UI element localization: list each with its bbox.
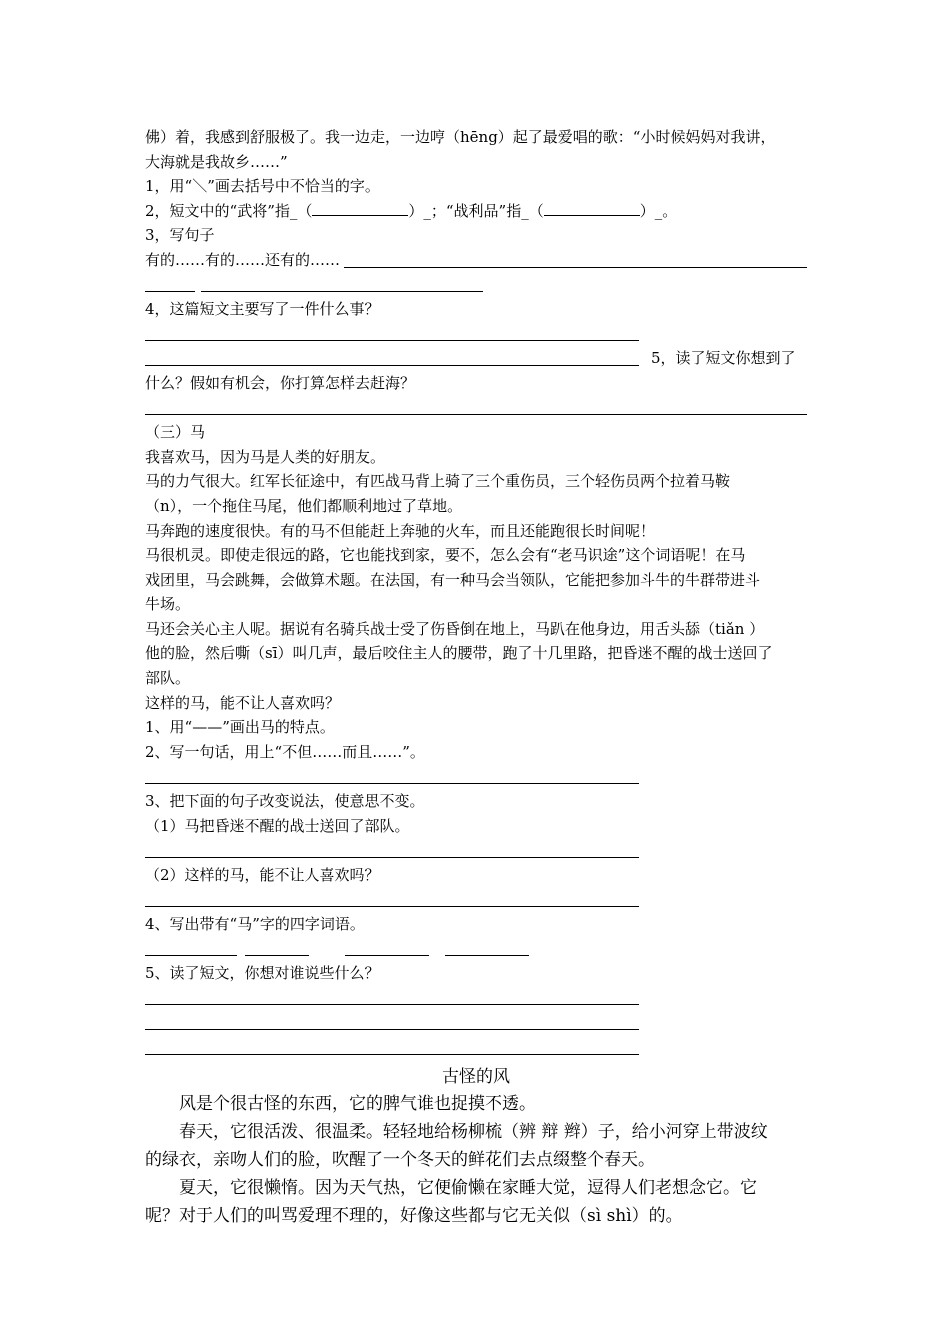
answer-line-row — [145, 273, 807, 298]
answer-line-row — [145, 887, 807, 912]
answer-blank[interactable] — [245, 955, 309, 956]
q3-prompt: 有的……有的……还有的…… — [145, 250, 341, 269]
worksheet-page — [145, 125, 807, 1230]
answer-line[interactable] — [145, 906, 639, 907]
passage3-paragraph: 我喜欢马，因为马是人类的好朋友。 — [145, 447, 386, 466]
passage4-paragraph: 的绿衣，亲吻人们的脸，吹醒了一个冬天的鲜花们去点缀整个春天。 — [145, 1149, 655, 1170]
passage3-question-5: 5、读了短文，你想对谁说些什么？ — [145, 964, 380, 983]
passage3-question-2: 2、写一句话，用上“不但……而且……”。 — [145, 742, 425, 761]
passage2-question-2 — [145, 199, 807, 224]
passage4-paragraph: 呢？对于人们的叫骂爱理不理的，好像这些都与它无关似（sì shì）的。 — [145, 1205, 683, 1226]
passage2-q3-prompt-row — [145, 248, 807, 273]
answer-line[interactable] — [145, 291, 195, 292]
answer-line-row — [145, 1035, 807, 1060]
answer-line[interactable] — [145, 340, 639, 341]
answer-line-row — [145, 986, 807, 1011]
q5-part-a: 5，读了短文你想到了 — [651, 349, 796, 368]
answer-line[interactable] — [145, 1029, 639, 1030]
answer-line[interactable] — [145, 414, 807, 415]
answer-line-row — [145, 396, 807, 421]
passage3-paragraph: 这样的马，能不让人喜欢吗？ — [145, 693, 341, 712]
passage3-title: （三）马 — [145, 423, 206, 442]
q2-part-b: ）_；“战利品”指_（ — [408, 201, 544, 220]
passage3-paragraph: 马很机灵。即使走很远的路，它也能找到家，要不，怎么会有“老马识途”这个词语呢！在马 — [145, 546, 746, 565]
answer-blank[interactable] — [544, 201, 640, 216]
passage4-paragraph: 夏天，它很懒惰。因为天气热，它便偷懒在家睡大觉，逗得人们老想念它。它 — [179, 1177, 757, 1198]
passage3-paragraph: （n），一个拖住马尾，他们都顺利地过了草地。 — [145, 496, 463, 515]
answer-line-row — [145, 838, 807, 863]
passage2-text-line: 大海就是我故乡……” — [145, 152, 288, 171]
passage3-paragraph: 他的脸，然后嘶（sī）叫几声，最后咬住主人的腰带，跑了十几里路，把昏迷不醒的战士送回了 — [145, 644, 773, 663]
answer-line[interactable] — [145, 351, 639, 366]
answer-blank-row — [145, 937, 807, 962]
answer-line-row — [145, 322, 807, 347]
passage3-paragraph: 马的力气很大。红军长征途中，有匹战马背上骑了三个重伤员，三个轻伤员两个拉着马鞍 — [145, 472, 731, 491]
passage4-title: 古怪的风 — [442, 1066, 510, 1087]
passage2-text-line: 佛）着，我感到舒服极了。我一边走，一边哼（hēng）起了最爱唱的歌：“小时候妈妈对我讲， — [145, 128, 776, 146]
answer-line[interactable] — [145, 857, 639, 858]
passage2-question-3: 3，写句子 — [145, 226, 215, 245]
answer-line[interactable] — [145, 783, 639, 784]
passage3-paragraph: 牛场。 — [145, 595, 191, 614]
answer-blank[interactable] — [312, 201, 408, 216]
passage3-question-1: 1、用“——”画出马的特点。 — [145, 718, 335, 737]
answer-line[interactable] — [145, 1004, 639, 1005]
passage2-q5-row — [145, 346, 807, 371]
passage3-paragraph: 马奔跑的速度很快。有的马不但能赶上奔驰的火车，而且还能跑很长时间呢！ — [145, 521, 656, 540]
answer-line-row — [145, 764, 807, 789]
answer-blank[interactable] — [445, 955, 529, 956]
passage3-question-3-2: （2）这样的马，能不让人喜欢吗？ — [145, 865, 380, 884]
answer-line-row — [145, 1010, 807, 1035]
passage2-question-4: 4，这篇短文主要写了一件什么事？ — [145, 300, 380, 319]
passage2-question-1: 1，用“＼”画去括号中不恰当的字。 — [145, 177, 380, 196]
passage4-paragraph: 春天，它很活泼、很温柔。轻轻地给杨柳梳（辨 辩 辫）子，给小河穿上带波纹 — [179, 1121, 768, 1142]
answer-blank[interactable] — [145, 955, 237, 956]
passage3-question-4: 4、写出带有“马”字的四字词语。 — [145, 915, 365, 933]
passage2-q5-part-b: 什么？假如有机会，你打算怎样去赶海？ — [145, 373, 416, 392]
passage3-paragraph: 部队。 — [145, 669, 191, 688]
q2-part-a: 2，短文中的“武将”指_（ — [145, 201, 313, 220]
answer-line[interactable] — [344, 253, 807, 268]
passage3-question-3-1: （1）马把昏迷不醒的战士送回了部队。 — [145, 816, 410, 835]
answer-line[interactable] — [145, 1054, 639, 1055]
passage3-paragraph: 戏团里，马会跳舞，会做算术题。在法国，有一种马会当领队，它能把参加斗牛的牛群带进斗 — [145, 570, 761, 589]
q2-part-c: ）_。 — [639, 201, 678, 220]
answer-blank[interactable] — [345, 955, 429, 956]
answer-line[interactable] — [201, 291, 483, 292]
passage3-paragraph: 马还会关心主人呢。据说有名骑兵战士受了伤昏倒在地上，马趴在他身边，用舌头舔（tiǎn ） — [145, 619, 765, 638]
passage4-paragraph: 风是个很古怪的东西，它的脾气谁也捉摸不透。 — [179, 1093, 536, 1114]
passage3-question-3: 3、把下面的句子改变说法，使意思不变。 — [145, 792, 425, 811]
